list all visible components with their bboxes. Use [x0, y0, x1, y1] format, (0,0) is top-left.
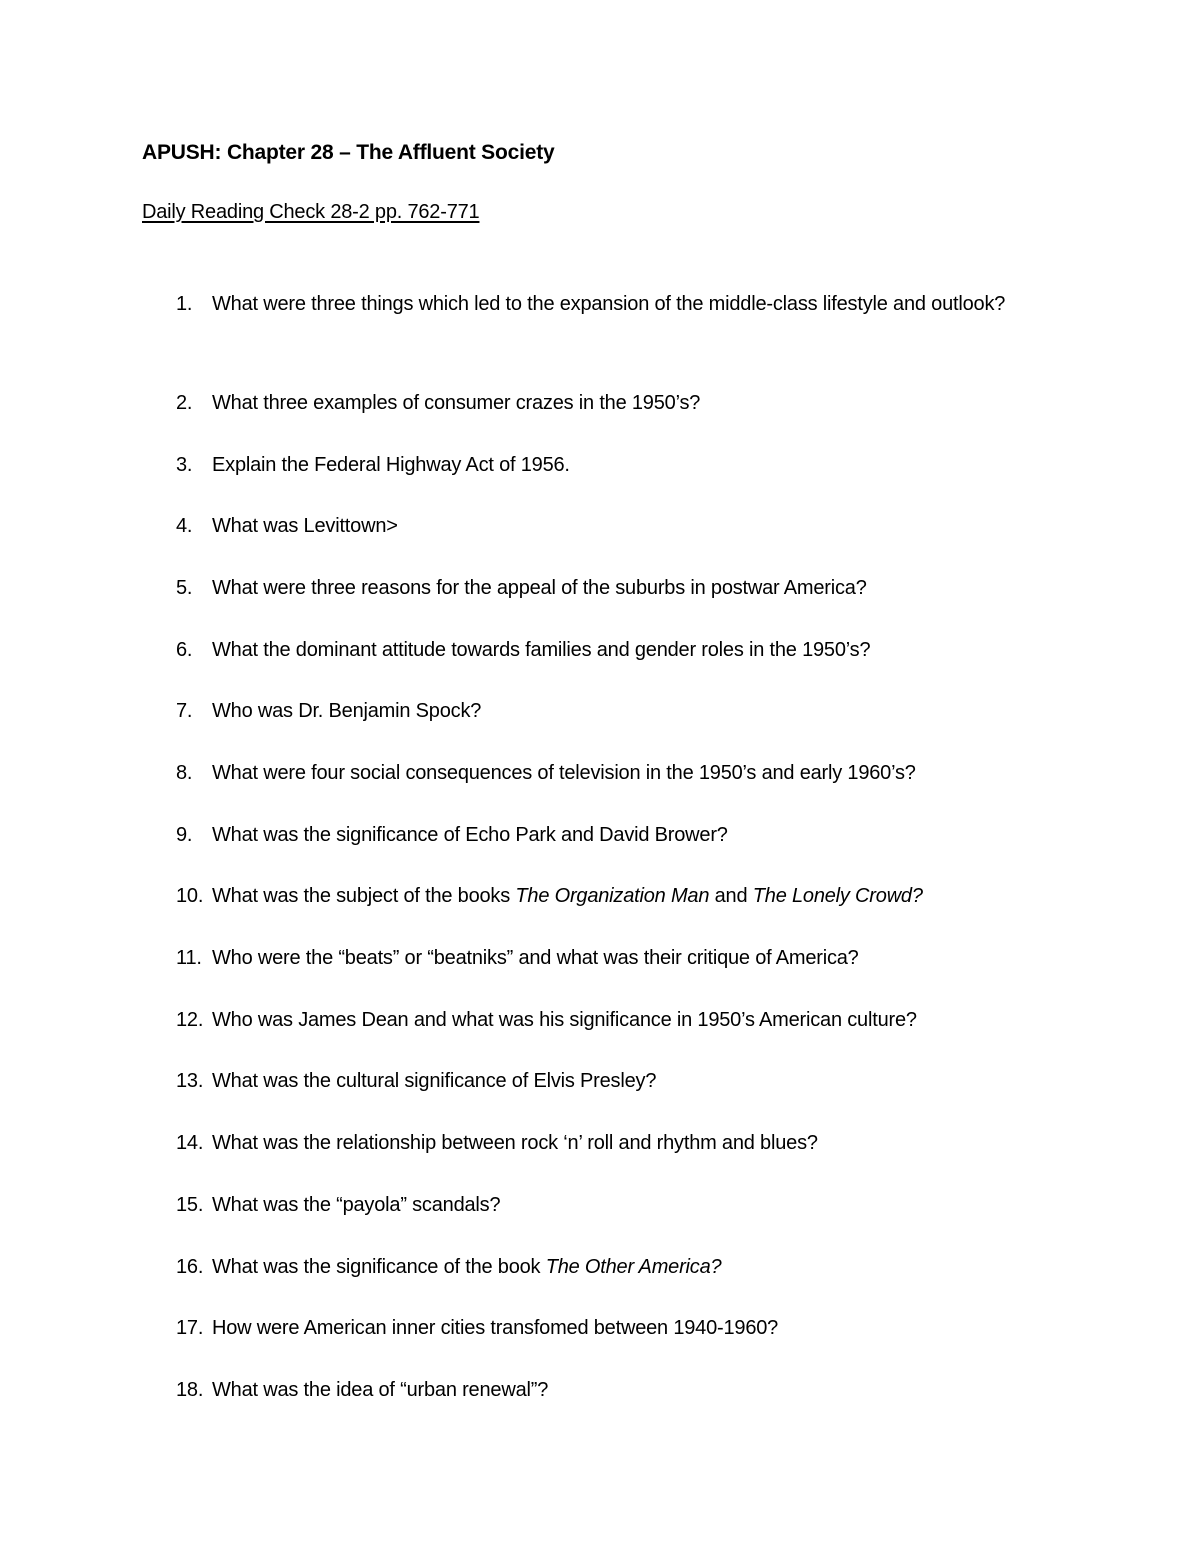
question-text: What were three things which led to the expansion of the middle-class lifestyle and outlook? [212, 293, 1006, 315]
question-number: 18. [176, 1379, 204, 1401]
question-number: 11. [176, 947, 202, 969]
question-item [176, 695, 1056, 728]
question-text: What was the idea of “urban renewal”? [212, 1379, 549, 1401]
question-text: What was the “payola” scandals? [212, 1194, 501, 1216]
question-text: What was the subject of the books The Organization Man and The Lonely Crowd? [212, 885, 923, 907]
document-subtitle: Daily Reading Check 28-2 pp. 762-771 [142, 201, 480, 223]
question-item [176, 1374, 1056, 1407]
question-text: Who was Dr. Benjamin Spock? [212, 700, 482, 722]
book-title: The Organization Man [515, 885, 710, 907]
book-title: The Other America? [545, 1256, 722, 1278]
question-item [176, 1127, 1056, 1160]
question-text: What was the significance of the book The Other America? [212, 1256, 722, 1278]
question-text: What three examples of consumer crazes in the 1950’s? [212, 392, 701, 414]
question-item [176, 1189, 1056, 1222]
question-text: What the dominant attitude towards families and gender roles in the 1950’s? [212, 639, 871, 661]
question-item [176, 572, 1056, 605]
question-item [176, 387, 1056, 420]
question-text: What were four social consequences of television in the 1950’s and early 1960’s? [212, 762, 916, 784]
question-item [176, 510, 1056, 543]
question-number: 7. [176, 700, 193, 722]
question-text: Explain the Federal Highway Act of 1956. [212, 454, 570, 476]
question-item [176, 449, 1056, 482]
question-text: Who was James Dean and what was his significance in 1950’s American culture? [212, 1009, 917, 1031]
question-item [176, 757, 1056, 790]
question-item [176, 1312, 1056, 1345]
question-text: How were American inner cities transfomed between 1940-1960? [212, 1317, 779, 1339]
question-number: 4. [176, 515, 193, 537]
question-text: What was Levittown> [212, 515, 398, 537]
question-item [176, 942, 1056, 975]
question-number: 1. [176, 293, 193, 315]
question-number: 14. [176, 1132, 204, 1154]
question-text: What was the significance of Echo Park and David Brower? [212, 824, 728, 846]
question-text: What was the relationship between rock ‘n’ roll and rhythm and blues? [212, 1132, 818, 1154]
question-item [176, 288, 1056, 321]
question-number: 2. [176, 392, 193, 414]
question-number: 3. [176, 454, 193, 476]
question-text: What were three reasons for the appeal of the suburbs in postwar America? [212, 577, 867, 599]
question-number: 10. [176, 885, 204, 907]
question-number: 6. [176, 639, 193, 661]
question-item [176, 880, 1056, 913]
question-item [176, 819, 1056, 852]
question-text: What was the cultural significance of Elvis Presley? [212, 1070, 657, 1092]
question-text: Who were the “beats” or “beatniks” and what was their critique of America? [212, 947, 859, 969]
question-number: 13. [176, 1070, 204, 1092]
question-number: 17. [176, 1317, 204, 1339]
question-number: 9. [176, 824, 193, 846]
question-item [176, 1251, 1056, 1284]
question-number: 5. [176, 577, 193, 599]
question-number: 12. [176, 1009, 204, 1031]
question-number: 8. [176, 762, 193, 784]
question-item [176, 1065, 1056, 1098]
question-number: 16. [176, 1256, 204, 1278]
question-number: 15. [176, 1194, 204, 1216]
document-title: APUSH: Chapter 28 – The Affluent Society [142, 141, 555, 164]
question-item [176, 1004, 1056, 1037]
question-item [176, 634, 1056, 667]
book-title: The Lonely Crowd? [752, 885, 923, 907]
